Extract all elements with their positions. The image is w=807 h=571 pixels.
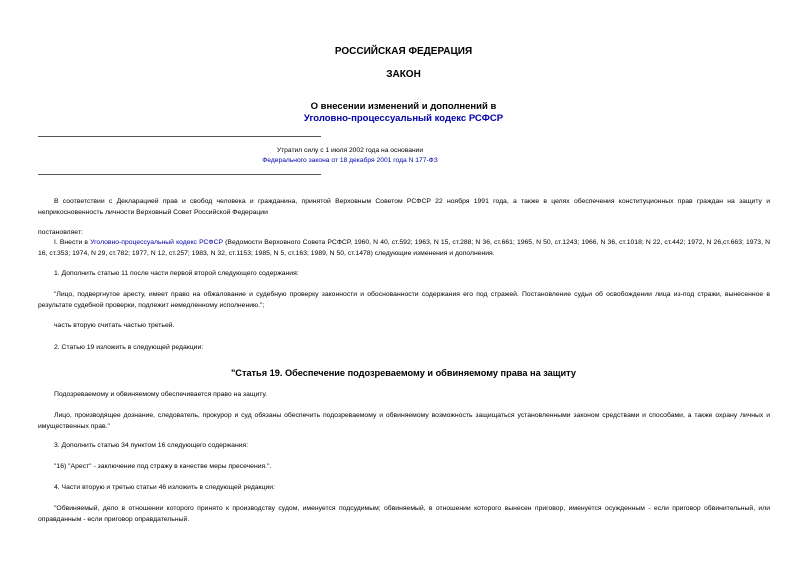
country-heading: РОССИЙСКАЯ ФЕДЕРАЦИЯ <box>334 46 473 57</box>
item-i-rest: (Ведомости Верховного Совета РСФСР, 1960, N 40, ст.592; 1963, N 15, ст.288; N 36, ст.661; 1965, N 50, ст.1243; 1966, N 36, ст.1018; N 22, ст.442; 1972, N 26,ст.663; 1973, N 16, ст.353; 1974, N 29, ст.782; 1977, N 12, ст.257; 1983, N 32, ст.1153; 1985, N 5, ст.163; 1989, N 50, ст.1478) следующие изменения и дополнения. <box>38 239 770 257</box>
article-19-heading: "Статья 19. Обеспечение подозреваемому и обвиняемому права на защиту <box>230 368 577 378</box>
validity-status-text: Утратил силу с 1 июля 2002 года на основании <box>276 147 424 154</box>
divider-bottom <box>38 174 321 175</box>
paragraph-4-quote: "Обвиняемый, дело в отношении которого принято к производству судом, именуется подсудимым; обвиняемый, в отношении которого вынесен приговор, именуется осужденным - если приговор обвинительный, или оправданным - если приговор оправдательный. <box>38 505 770 523</box>
validity-status <box>160 146 540 166</box>
doc-type-heading: ЗАКОН <box>386 69 421 80</box>
quote-1: "Лицо, подвергнутое аресту, имеет право на обжалование и судебную проверку законности и обоснованности содержания его под стражей. Постановление судьи об освобождении лица из-под стражи, вынесенное в результате судебной проверки, подлежит немедленному исполнению."; <box>38 291 770 309</box>
code-link-title[interactable]: Уголовно-процессуальный кодекс РСФСР <box>303 113 504 124</box>
paragraph-3-quote: "16) "Арест" - заключение под стражу в качестве меры пресечения.". <box>54 463 272 470</box>
article-paragraph-2: Лицо, производящее дознание, следователь, прокурор и суд обязаны обеспечить подозреваемому и обвиняемому возможность защищаться установленными законом средствами и способами, а также охрану личных и имущественных прав." <box>38 412 770 430</box>
paragraph-4: 4. Части вторую и третью статьи 46 изложить в следующей редакции: <box>54 484 275 491</box>
postanovlyaet-text: постановляет: <box>38 229 83 236</box>
law-title <box>0 101 807 125</box>
item-i-paragraph <box>38 238 770 259</box>
divider-top <box>38 136 321 137</box>
paragraph-1: 1. Дополнить статью 11 после части первой второй следующего содержания: <box>54 270 299 277</box>
law-title-line1: О внесении изменений и дополнений в <box>310 101 497 112</box>
paragraph-3: 3. Дополнить статью 34 пунктом 16 следующего содержания: <box>54 442 249 449</box>
item-i-prefix: I. Внести в <box>54 239 91 246</box>
federal-law-link[interactable]: Федерального закона от 18 декабря 2001 года N 177-ФЗ <box>262 157 438 164</box>
intro-paragraph: В соответствии с Декларацией прав и свобод человека и гражданина, принятой Верховным Советом РСФСР 22 ноября 1991 года, а также в целях обеспечения конституционных прав граждан на защиту и неприкосновенность личности Верховный Совет Российской Федерации <box>38 198 770 216</box>
paragraph-2: 2. Статью 19 изложить в следующей редакции: <box>54 344 204 351</box>
code-link-body[interactable]: Уголовно-процессуальный кодекс РСФСР <box>90 239 224 246</box>
article-paragraph-1: Подозреваемому и обвиняемому обеспечивается право на защиту. <box>54 391 268 398</box>
part-renumber-text: часть вторую считать частью третьей. <box>54 322 175 329</box>
